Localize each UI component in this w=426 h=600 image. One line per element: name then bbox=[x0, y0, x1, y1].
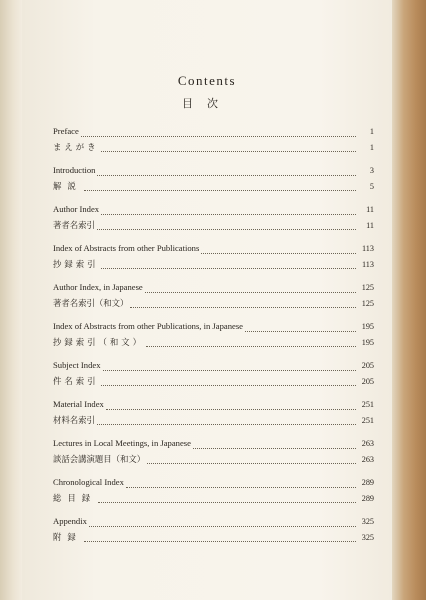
toc-entry-title: Index of Abstracts from other Publications bbox=[53, 243, 200, 253]
toc-line-japanese bbox=[53, 219, 374, 232]
dot-leader bbox=[101, 261, 357, 269]
toc-line-japanese bbox=[53, 414, 374, 427]
toc-page-number: 1 bbox=[369, 143, 374, 152]
toc-entry-preface bbox=[53, 126, 374, 165]
dot-leader bbox=[201, 246, 356, 254]
dot-leader bbox=[97, 417, 356, 425]
dot-leader bbox=[89, 519, 356, 527]
dot-leader bbox=[84, 183, 356, 191]
toc-entry-title-japanese: 附録 bbox=[53, 533, 82, 542]
toc-entry-title: Author Index bbox=[53, 204, 100, 214]
toc-entry-title: Appendix bbox=[53, 516, 87, 526]
dot-leader bbox=[98, 495, 356, 503]
toc-line-english bbox=[53, 321, 374, 334]
toc-page-number: 113 bbox=[362, 244, 374, 253]
toc-entry-title-japanese: 件名索引 bbox=[53, 377, 99, 386]
toc-entry-title: Material Index bbox=[53, 399, 104, 409]
toc-page-number: 205 bbox=[361, 377, 374, 386]
book-spine-shadow bbox=[0, 0, 22, 600]
toc-line-english bbox=[53, 399, 374, 412]
dot-leader bbox=[126, 480, 356, 488]
book-page bbox=[22, 0, 392, 600]
dot-leader bbox=[245, 324, 356, 332]
toc-line-english bbox=[53, 126, 374, 139]
toc-entry-title-japanese: 材料名索引 bbox=[53, 416, 95, 425]
dot-leader bbox=[193, 441, 356, 449]
toc-line-english bbox=[53, 360, 374, 373]
toc-entry-title-japanese: まえがき bbox=[53, 143, 99, 152]
toc-page-number: 263 bbox=[361, 455, 374, 464]
dot-leader bbox=[101, 144, 357, 152]
dot-leader bbox=[84, 534, 356, 542]
toc-page-number: 263 bbox=[361, 439, 374, 448]
toc-page-number: 125 bbox=[361, 283, 374, 292]
toc-line-japanese bbox=[53, 336, 374, 349]
dot-leader bbox=[97, 168, 356, 176]
toc-entry-title: Lectures in Local Meetings, in Japanese bbox=[53, 438, 191, 448]
toc-line-japanese bbox=[53, 492, 374, 505]
toc-entry-lectures bbox=[53, 438, 374, 477]
toc-line-japanese bbox=[53, 141, 374, 154]
toc-entry-title: Author Index, in Japanese bbox=[53, 282, 143, 292]
toc-line-english bbox=[53, 204, 374, 217]
toc-page-number: 3 bbox=[369, 166, 374, 175]
page-title: Contents bbox=[177, 73, 237, 88]
toc-line-japanese bbox=[53, 375, 374, 388]
toc-entry-abstracts-japanese bbox=[53, 321, 374, 360]
toc-entry-appendix bbox=[53, 516, 374, 555]
toc-line-japanese bbox=[53, 453, 374, 466]
toc-entry-title: Chronological Index bbox=[53, 477, 124, 487]
toc-entry-title: Preface bbox=[53, 126, 79, 136]
toc-entry-material-index bbox=[53, 399, 374, 438]
toc-page-number: 195 bbox=[361, 338, 374, 347]
dot-leader bbox=[101, 378, 357, 386]
toc-entry-subject-index bbox=[53, 360, 374, 399]
toc-entry-chronological-index bbox=[53, 477, 374, 516]
dot-leader bbox=[146, 339, 356, 347]
toc-line-japanese bbox=[53, 531, 374, 544]
page-subtitle-japanese: 目次 bbox=[182, 98, 232, 110]
dot-leader bbox=[130, 300, 356, 308]
dot-leader bbox=[81, 129, 356, 137]
toc-entry-title: Index of Abstracts from other Publications, in Japanese bbox=[53, 321, 243, 331]
table-of-contents bbox=[53, 126, 374, 555]
toc-page-number: 205 bbox=[361, 361, 374, 370]
toc-entry-title-japanese: 著者名索引 bbox=[53, 221, 95, 230]
toc-entry-author-index bbox=[53, 204, 374, 243]
toc-page-number: 325 bbox=[361, 517, 374, 526]
toc-page-number: 5 bbox=[369, 182, 374, 191]
dot-leader bbox=[103, 363, 357, 371]
toc-line-english bbox=[53, 243, 374, 256]
toc-entry-introduction bbox=[53, 165, 374, 204]
toc-page-number: 125 bbox=[361, 299, 374, 308]
toc-line-english bbox=[53, 438, 374, 451]
toc-line-english bbox=[53, 477, 374, 490]
toc-page-number: 11 bbox=[366, 205, 374, 214]
toc-line-english bbox=[53, 516, 374, 529]
toc-line-japanese bbox=[53, 297, 374, 310]
toc-page-number: 195 bbox=[361, 322, 374, 331]
toc-page-number: 325 bbox=[361, 533, 374, 542]
toc-entry-title-japanese: 著者名索引（和文） bbox=[53, 299, 129, 308]
dot-leader bbox=[101, 207, 356, 215]
toc-entry-title-japanese: 抄録索引 bbox=[53, 260, 99, 269]
toc-entry-title-japanese: 談話会講演題目（和文） bbox=[53, 455, 146, 464]
toc-page-number: 289 bbox=[361, 478, 374, 487]
toc-entry-title-japanese: 総目録 bbox=[53, 494, 97, 503]
toc-entry-title-japanese: 解説 bbox=[53, 182, 82, 191]
dot-leader bbox=[106, 402, 356, 410]
toc-page-number: 113 bbox=[362, 260, 374, 269]
toc-line-japanese bbox=[53, 258, 374, 271]
toc-entry-abstracts bbox=[53, 243, 374, 282]
toc-entry-title: Introduction bbox=[53, 165, 96, 175]
toc-page-number: 1 bbox=[369, 127, 374, 136]
toc-line-english bbox=[53, 282, 374, 295]
dot-leader bbox=[97, 222, 356, 230]
dot-leader bbox=[145, 285, 356, 293]
toc-entry-title: Subject Index bbox=[53, 360, 101, 370]
book-page-edges bbox=[392, 0, 426, 600]
toc-entry-author-index-japanese bbox=[53, 282, 374, 321]
toc-line-japanese bbox=[53, 180, 374, 193]
toc-page-number: 251 bbox=[361, 416, 374, 425]
toc-line-english bbox=[53, 165, 374, 178]
toc-entry-title-japanese: 抄録索引（和文） bbox=[53, 338, 144, 347]
toc-page-number: 11 bbox=[366, 221, 374, 230]
toc-page-number: 251 bbox=[361, 400, 374, 409]
dot-leader bbox=[147, 456, 356, 464]
toc-page-number: 289 bbox=[361, 494, 374, 503]
